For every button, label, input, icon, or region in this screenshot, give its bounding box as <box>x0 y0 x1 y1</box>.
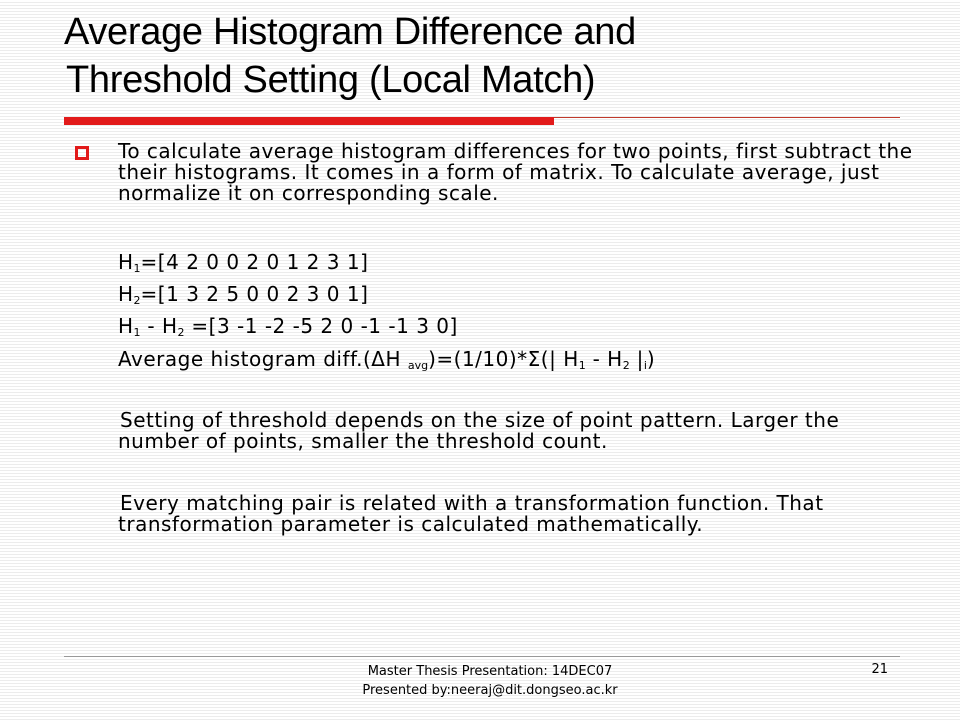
avg-formula-end: ) <box>646 347 656 371</box>
title-underline-accent <box>64 117 554 125</box>
title-underline-rule <box>554 117 900 118</box>
avg-formula-minus: - H <box>585 347 623 371</box>
histogram-difference <box>118 314 458 345</box>
h1-subscript: 1 <box>133 262 141 275</box>
avg-h2-subscript: 2 <box>622 359 630 372</box>
histogram-h2 <box>118 282 368 313</box>
avg-i-subscript: i <box>643 359 647 372</box>
avg-formula-bar: | <box>629 347 644 371</box>
title-line-1: Average Histogram Difference and <box>64 11 636 53</box>
title-line-2: Threshold Setting (Local Match) <box>66 59 596 101</box>
diff-h1-symbol: H <box>118 314 134 338</box>
h2-values: =[1 3 2 5 0 0 2 3 0 1] <box>140 282 369 306</box>
intro-paragraph: To calculate average histogram differences for two points, first subtract the their histograms. It comes in a form of matrix. To calculate average, just normalize it on corresponding scale. <box>118 139 913 205</box>
avg-subscript: avg <box>407 359 429 372</box>
avg-h1-subscript: 1 <box>578 359 586 372</box>
transformation-paragraph: Every matching pair is related with a transformation function. That transformation parameter is calculated mathematically. <box>118 491 824 536</box>
slide-title <box>64 8 924 104</box>
avg-formula-start: Average histogram diff.(ΔH <box>118 347 408 371</box>
histogram-h1 <box>118 250 368 281</box>
h2-symbol: H <box>118 282 134 306</box>
diff-h2-subscript: 2 <box>177 326 185 339</box>
footer-presentation-line: Master Thesis Presentation: 14DEC07 <box>367 664 613 679</box>
threshold-paragraph: Setting of threshold depends on the size of point pattern. Larger the number of points, smaller the threshold count. <box>118 408 840 453</box>
footer-rule <box>64 656 900 657</box>
avg-formula-mid: )=(1/10)*Σ(| H <box>428 347 579 371</box>
h2-subscript: 2 <box>133 294 141 307</box>
page-number: 21 <box>871 662 888 677</box>
footer <box>240 662 740 700</box>
h1-values: =[4 2 0 0 2 0 1 2 3 1] <box>140 250 369 274</box>
h1-symbol: H <box>118 250 134 274</box>
diff-values: =[3 -1 -2 -5 2 0 -1 -1 3 0] <box>184 314 458 338</box>
average-formula <box>118 347 655 378</box>
square-bullet-icon <box>75 146 89 160</box>
diff-h1-subscript: 1 <box>133 326 141 339</box>
diff-minus-h2: - H <box>140 314 178 338</box>
footer-presenter-line: Presented by:neeraj@dit.dongseo.ac.kr <box>362 683 618 698</box>
